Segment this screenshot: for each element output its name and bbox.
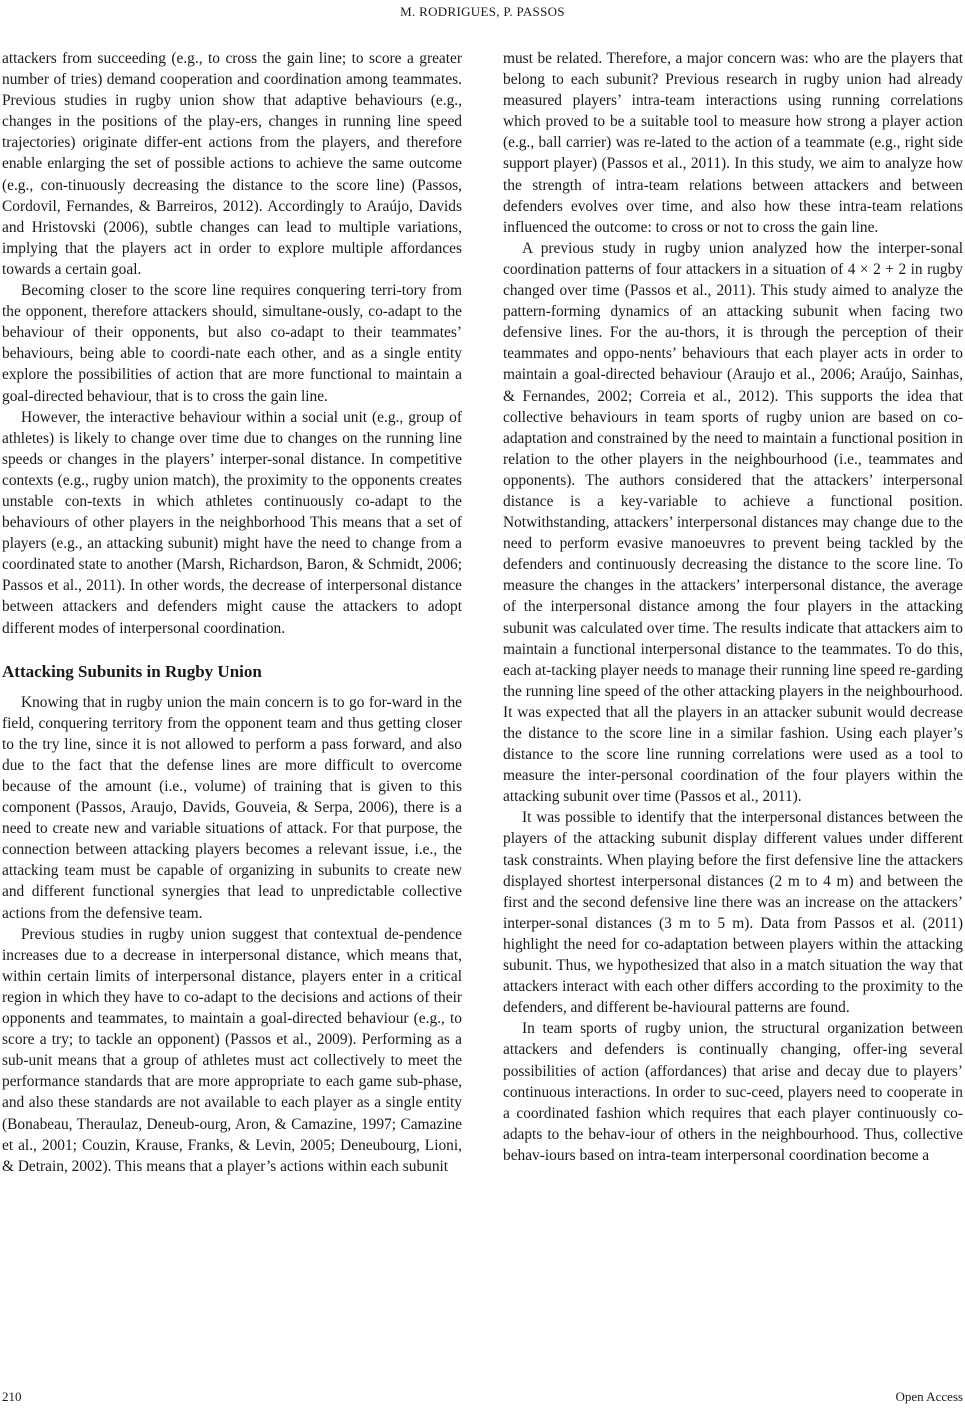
- paragraph: attackers from succeeding (e.g., to cross the gain line; to score a greater number of tries) demand cooperation and coordination among teammates. Previous studies in rugby union show that adaptive behaviours (e.g., changes in the positions of the play-ers, changes in running line speed trajectories) originate differ-ent actions from the players, and therefore enable enlarging the set of possible actions to achieve the same outcome (e.g., con-tinuously decreasing the distance to the score line) (Passos, Cordovil, Fernandes, & Barreiros, 2012). Accordingly to Araújo, Davids and Hristovski (2006), subtle changes can lead to multiple variations, implying that the players act in order to explore multiple affordances towards a certain goal.: [2, 50, 462, 278]
- paragraph: must be related. Therefore, a major concern was: who are the players that belong to each subunit? Previous research in rugby union had already measured players’ intra-team interactions using running correlations which proved to be a suitable tool to measure how strong a player action (e.g., ball carrier) was re-lated to the action of a teammate (e.g., right side support player) (Passos et al., 2011). In this study, we aim to analyze how the strength of intra-team relations between attackers and between defenders evolves over time, and also how these intra-team relations influenced the outcome: to cross or not to cross the gain line.: [503, 50, 963, 236]
- running-head: M. RODRIGUES, P. PASSOS: [400, 4, 565, 19]
- paragraph: Knowing that in rugby union the main concern is to go for-ward in the field, conquering territory from the opponent team and thus getting closer to the try line, since it is not allowed to perform a pass forward, and also due to the fact that the defense lines are more difficult to overcome because of the amount (i.e., volume) of training that is given to this component (Passos, Araujo, Davids, Gouveia, & Serpa, 2006), there is a need to create new and variable situations of attack. For that purpose, the connection between attacking players becomes a relevant issue, i.e., the attacking team must be capable of organizing in subunits to create new and different functional synergies that lead to unpredictable collective actions from the defensive team.: [2, 693, 462, 922]
- paragraph: However, the interactive behaviour within a social unit (e.g., group of athletes) is likely to change over time due to changes on the running line speeds or changes in the players’ interper-sonal distance. In competitive contexts (e.g., rugby union match), the proximity to the opponents creates unstable con-texts in which athletes continuously co-adapt to the behaviours of other players in the neighborhood This means that a set of players (e.g., an attacking subunit) might have the need to change from a coordinated state to another (Marsh, Richardson, Baron, & Schmidt, 2006; Passos et al., 2011). In other words, the decrease of interpersonal distance between attackers and defenders might cause the attackers to adopt different modes of interpersonal coordination.: [2, 408, 462, 637]
- page-number: 210: [2, 1389, 22, 1404]
- paragraph: In team sports of rugby union, the structural organization between attackers and defenders is continually changing, offer-ing several possibilities of action (affordances) that arise and decay due to players’ continuous interactions. In order to suc-ceed, players need to cooperate in a coordinated fashion which requires that each player continuously co-adapts to the behav-iour of others in the neighbourhood. Thus, collective behav-iours based on intra-team interpersonal coordination become a: [503, 1020, 963, 1164]
- paragraph: Previous studies in rugby union suggest that contextual de-pendence increases due to a decrease in interpersonal distance, which means that, within certain limits of interpersonal distance, players enter in a critical region in which they have to co-adapt to the decisions and actions of their opponents and teammates, to maintain a goal-directed behaviour (e.g., to score a try; to tackle an opponent) (Passos et al., 2009). Performing as a sub-unit means that a group of athletes must act collectively to meet the performance standards that are more appropriate to each game sub-phase, and also these standards are not available to each player as a single entity (Bonabeau, Theraulaz, Deneub-ourg, Aron, & Camazine, 1997; Camazine et al., 2001; Couzin, Krause, Franks, & Levin, 2005; Deneubourg, Lioni, & Detrain, 2002). This means that a player’s actions within each subunit: [2, 925, 462, 1175]
- section-heading: Attacking Subunits in Rugby Union: [2, 661, 262, 681]
- paragraph: It was possible to identify that the interpersonal distances between the players of the attacking subunit display different values under different task constraints. When playing before the first defensive line the attackers displayed shortest interpersonal distances (2 m to 4 m) and between the first and the second defensive line there was an increase on the attackers’ interper-sonal distances (3 m to 5 m). Data from Passos et al. (2011) highlight the need for co-adaptation between players within the attacking subunit. Thus, we hypothesized that also in a match situation the way that attackers interact with each other differs according to the proximity to the defenders, and different be-havioural patterns are found.: [503, 809, 963, 1017]
- open-access-label: Open Access: [895, 1389, 963, 1404]
- paragraph: Becoming closer to the score line requires conquering terri-tory from the opponent, therefore attackers should, simultane-ously, co-adapt to the behaviour of their opponents, but also co-adapt to their teammates’ behaviours, being able to coordi-nate each other, and as a single entity explore the possibilities of action that are more functional to maintain a goal-directed behaviour, that is to cross the gain line.: [2, 282, 462, 405]
- left-column: [2, 48, 462, 1177]
- paragraph: A previous study in rugby union analyzed how the interper-sonal coordination patterns of four attackers in a situation of 4 × 2 + 2 in rugby changed over time (Passos et al., 2011). This study aimed to analyze the pattern-forming dynamics of an attacking subunit when facing two defensive lines. For the au-thors, it is through the perception of their teammates and oppo-nents’ behaviours that each player acts in order to maintain a goal-directed behaviour (Araujo et al., 2006; Araújo, Sainhas, & Fernandes, 2002; Correia et al., 2012). This supports the idea that collective behaviours in team sports of rugby union are based on co-adaptation and constrained by the need to maintain a functional position in relation to the other players in the neighbourhood (i.e., teammates and opponents). The authors considered that the attackers’ interpersonal distance is a key-variable to achieve a functional position. Notwithstanding, attackers’ interpersonal distances may change due to the need to perform evasive manoeuvres to prevent being tackled by the defenders and continuously decreasing the distance to the score line. To measure the changes in the attackers’ interpersonal distance, the average of the interpersonal distance among the four players in the attacking subunit was calculated over time. The results indicate that attackers aim to maintain a functional interpersonal distance to the teammates. To do this, each at-tacking player needs to manage their running line speed re-garding the running line speed of the other attacking players in the neighbourhood. It was expected that all the players in an attacker subunit would decrease the distance to the score line in a similar fashion. Using each player’s distance to the score line running correlations were used as a tool to measure the inter-personal coordination of the four players within the attacking subunit over time (Passos et al., 2011).: [503, 239, 963, 806]
- right-column: [503, 48, 963, 1166]
